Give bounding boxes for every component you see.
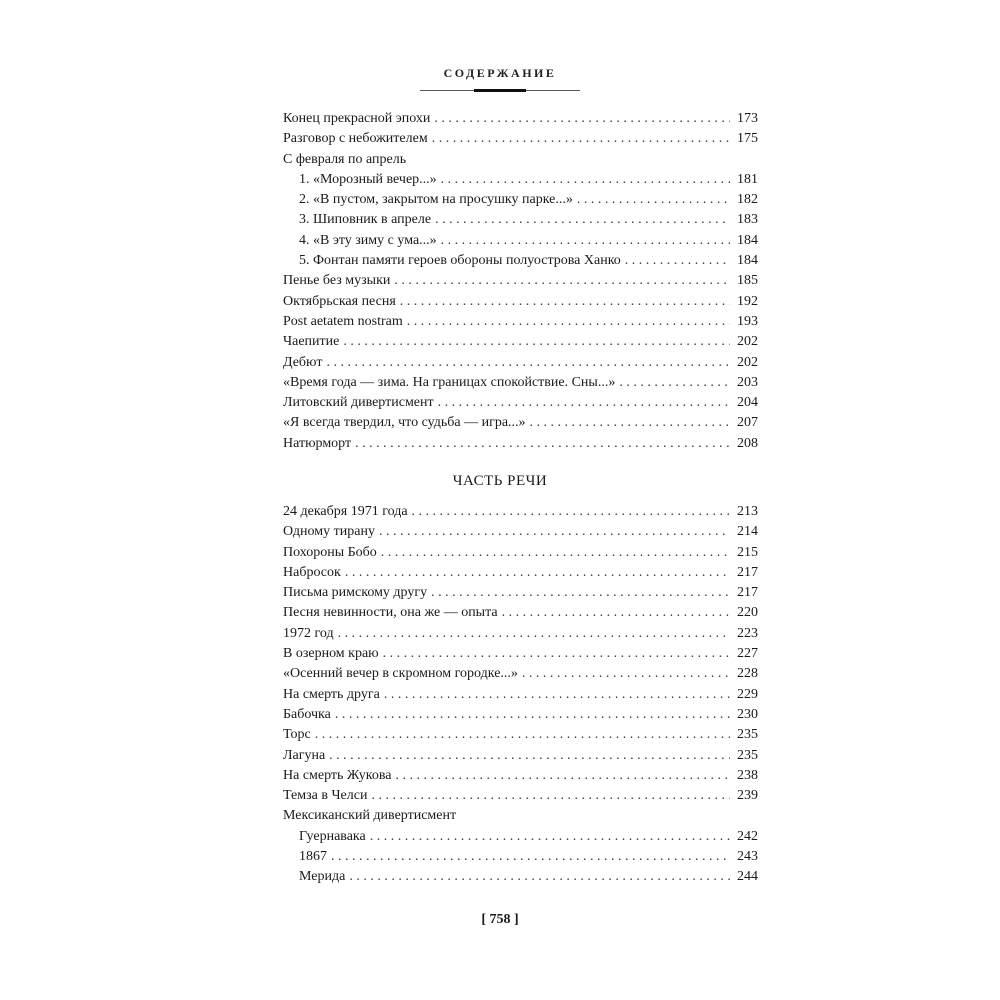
toc-entry [283, 685, 758, 705]
toc-entry [283, 129, 758, 149]
toc-entry-page: 239 [737, 788, 758, 804]
toc-entry-title: 5. Фонтан памяти героев обороны полуострова Ханко [299, 253, 621, 269]
toc-entry-page: 230 [737, 706, 758, 722]
toc-entry [283, 603, 758, 623]
header-rule-accent [474, 89, 526, 92]
toc-entry-title: Дебют [283, 354, 323, 370]
toc-leader-dots [438, 393, 730, 413]
toc-entry-title: 1867 [299, 849, 327, 865]
toc-entry-title: На смерть Жукова [283, 767, 392, 783]
toc-entry-page: 217 [737, 585, 758, 601]
toc-leader-dots [331, 847, 730, 867]
toc-entry [283, 353, 758, 373]
toc-entry-title: Чаепитие [283, 334, 340, 350]
toc-entry-page: 213 [737, 504, 758, 519]
toc-entry-title: На смерть друга [283, 686, 380, 702]
toc-entry-page: 238 [737, 767, 758, 783]
toc-entry [283, 583, 758, 603]
toc-entry [283, 434, 758, 454]
toc-leader-dots [379, 522, 730, 542]
section-title: ЧАСТЬ РЕЧИ [452, 473, 548, 489]
toc-entry [283, 170, 758, 190]
toc-entry-page: 184 [737, 232, 758, 248]
toc-entry [283, 746, 758, 766]
toc-entry-page: 215 [737, 544, 758, 560]
toc-entry-page: 223 [737, 625, 758, 641]
toc-entry-title: В озерном краю [283, 646, 379, 662]
toc-entry [283, 786, 758, 806]
toc-entry [283, 847, 758, 867]
toc-leader-dots [381, 543, 730, 563]
toc-entry-title: Литовский дивертисмент [283, 395, 434, 411]
toc-leader-dots [371, 786, 730, 806]
toc-entry-page: 203 [737, 374, 758, 390]
toc-entry-title: Бабочка [283, 706, 331, 722]
toc-entry [283, 725, 758, 745]
toc-entry [283, 867, 758, 887]
toc-entry [283, 332, 758, 352]
toc-list-first [283, 109, 758, 454]
toc-entry [283, 373, 758, 393]
toc-entry-page: 184 [737, 253, 758, 269]
toc-entry [283, 190, 758, 210]
toc-entry [283, 766, 758, 786]
toc-entry-title: «Осенний вечер в скромном городке...» [283, 666, 518, 682]
toc-leader-dots [355, 434, 730, 454]
toc-entry-page: 193 [737, 313, 758, 329]
toc-leader-dots [625, 251, 730, 271]
toc-entry [283, 109, 758, 129]
toc-leader-dots [435, 210, 730, 230]
toc-entry-title: Лагуна [283, 747, 326, 763]
toc-entry [283, 563, 758, 583]
toc-leader-dots [349, 867, 730, 887]
toc-leader-dots [394, 271, 730, 291]
toc-entry [283, 413, 758, 433]
toc-entry [283, 210, 758, 230]
toc-entry-title: Натюрморт [283, 435, 352, 451]
toc-entry-page: 204 [737, 395, 758, 411]
toc-entry-title: Конец прекрасной эпохи [283, 111, 431, 126]
toc-entry-page: 207 [737, 415, 758, 431]
toc-entry [283, 312, 758, 332]
toc-entry-title: Гуернавака [299, 828, 366, 844]
toc-leader-dots [315, 725, 730, 745]
toc-leader-dots [338, 624, 730, 644]
toc-entry-title: Темза в Челси [283, 788, 368, 804]
toc-leader-dots [432, 129, 730, 149]
toc-entry-page: 214 [737, 524, 758, 540]
toc-entry [283, 806, 758, 826]
toc-leader-dots [522, 664, 730, 684]
toc-entry-title: С февраля по апрель [283, 151, 407, 167]
toc-leader-dots [335, 705, 730, 725]
toc-entry-title: 1972 год [283, 625, 334, 641]
toc-entry [283, 543, 758, 563]
toc-entry-page: 244 [737, 869, 758, 885]
toc-entry-page: 242 [737, 828, 758, 844]
toc-leader-dots [383, 644, 730, 664]
toc-entry-page: 182 [737, 192, 758, 208]
toc-entry-page: 202 [737, 354, 758, 370]
toc-entry-page: 181 [737, 171, 758, 187]
toc-entry-title: Мексиканский дивертисмент [283, 808, 457, 824]
toc-leader-dots [577, 190, 730, 210]
toc-entry-title: Одному тирану [283, 524, 375, 540]
toc-leader-dots [619, 373, 730, 393]
toc-entry-title: Торс [283, 727, 311, 743]
toc-leader-dots [384, 685, 730, 705]
toc-entry-page: 243 [737, 849, 758, 865]
toc-leader-dots [434, 109, 730, 129]
toc-leader-dots [502, 603, 730, 623]
toc-leader-dots [370, 827, 730, 847]
toc-entry-title: «Время года — зима. На границах спокойствие. Сны...» [283, 374, 616, 390]
toc-entry-page: 208 [737, 435, 758, 451]
toc-leader-dots [441, 170, 730, 190]
toc-entry-title: Похороны Бобо [283, 544, 377, 560]
toc-entry [283, 150, 758, 170]
toc-entry-page: 229 [737, 686, 758, 702]
toc-entry-title: Разговор с небожителем [283, 131, 428, 147]
toc-entry-page: 235 [737, 747, 758, 763]
toc-leader-dots [345, 563, 730, 583]
toc-entry [283, 827, 758, 847]
toc-entry-title: 2. «В пустом, закрытом на просушку парке...» [299, 192, 573, 208]
toc-entry [283, 251, 758, 271]
toc-entry-page: 235 [737, 727, 758, 743]
toc-entry-page: 220 [737, 605, 758, 621]
toc-entry [283, 292, 758, 312]
toc-entry [283, 664, 758, 684]
toc-entry-page: 183 [737, 212, 758, 228]
running-head: СОДЕРЖАНИЕ [443, 66, 557, 80]
toc-entry [283, 502, 758, 522]
toc-entry-page: 202 [737, 334, 758, 350]
toc-entry-title: «Я всегда твердил, что судьба — игра...» [283, 415, 526, 431]
toc-entry-page: 175 [737, 131, 758, 147]
toc-entry-title: Пенье без музыки [283, 273, 391, 289]
toc-leader-dots [431, 583, 730, 603]
toc-leader-dots [407, 312, 730, 332]
toc-leader-dots [412, 502, 730, 522]
toc-entry-title: Мерида [299, 869, 346, 885]
toc-entry-title: Post aetatem nostram [283, 313, 403, 329]
toc-entry [283, 644, 758, 664]
page-number: [ 758 ] [481, 912, 519, 927]
toc-leader-dots [396, 766, 730, 786]
toc-entry-page: 228 [737, 666, 758, 682]
toc-leader-dots [530, 413, 730, 433]
toc-entry [283, 393, 758, 413]
toc-entry-page: 192 [737, 293, 758, 309]
toc-entry-title: Октябрьская песня [283, 293, 396, 309]
toc-entry [283, 624, 758, 644]
toc-entry [283, 231, 758, 251]
toc-entry-title: 3. Шиповник в апреле [299, 212, 432, 228]
toc-entry-title: Песня невинности, она же — опыта [283, 605, 498, 621]
toc-entry-title: Письма римскому другу [283, 585, 428, 601]
toc-entry [283, 271, 758, 291]
toc-entry-title: 24 декабря 1971 года [283, 504, 408, 519]
toc-entry [283, 522, 758, 542]
toc-entry-page: 173 [737, 111, 758, 126]
toc-entry-title: 4. «В эту зиму с ума...» [299, 232, 437, 248]
toc-leader-dots [343, 332, 730, 352]
toc-entry-page: 185 [737, 273, 758, 289]
toc-leader-dots [326, 353, 730, 373]
toc-entry-page: 227 [737, 646, 758, 662]
toc-leader-dots [400, 292, 730, 312]
toc-leader-dots [329, 746, 730, 766]
toc-entry [283, 705, 758, 725]
toc-list-second [283, 502, 758, 888]
toc-leader-dots [441, 231, 730, 251]
toc-entry-title: 1. «Морозный вечер...» [299, 171, 437, 187]
toc-entry-page: 217 [737, 564, 758, 580]
toc-entry-title: Набросок [283, 564, 341, 580]
